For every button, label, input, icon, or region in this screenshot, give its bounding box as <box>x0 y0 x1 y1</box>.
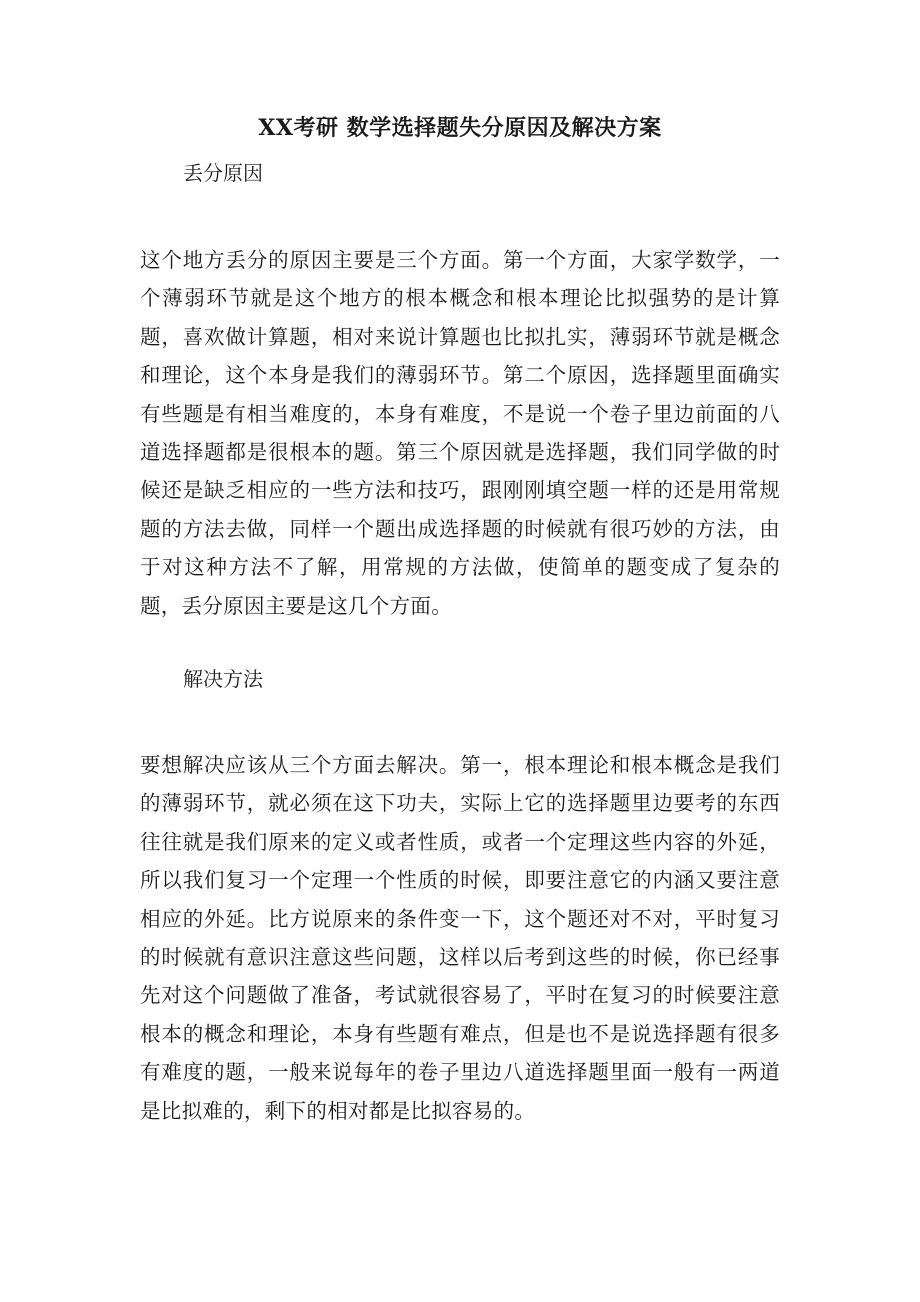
paragraph-loss-reasons: 这个地方丢分的原因主要是三个方面。第一个方面，大家学数学，一个薄弱环节就是这个地方的根本概念和根本理论比拟强势的是计算题，喜欢做计算题，相对来说计算题也比拟扎实，薄弱环节就是概念和理论，这个本身是我们的薄弱环节。第二个原因，选择题里面确实有些题是有相当难度的，本身有难度，不是说一个卷子里边前面的八道选择题都是很根本的题。第三个原因就是选择题，我们同学做的时候还是缺乏相应的一些方法和技巧，跟刚刚填空题一样的还是用常规题的方法去做，同样一个题出成选择题的时候就有很巧妙的方法，由于对这种方法不了解，用常规的方法做，使简单的题变成了复杂的题，丢分原因主要是这几个方面。 <box>140 248 780 618</box>
section-heading-loss-reasons: 丢分原因 <box>183 161 263 185</box>
section-heading-solutions: 解决方法 <box>183 667 263 691</box>
document-title: XX考研 数学选择题失分原因及解决方案 <box>258 115 662 141</box>
paragraph-solutions: 要想解决应该从三个方面去解决。第一，根本理论和根本概念是我们的薄弱环节，就必须在这下功夫，实际上它的选择题里边要考的东西往往就是我们原来的定义或者性质，或者一个定理这些内容的外延，所以我们复习一个定理一个性质的时候，即要注意它的内涵又要注意相应的外延。比方说原来的条件变一下，这个题还对不对，平时复习的时候就有意识注意这些问题，这样以后考到这些的时候，你已经事先对这个问题做了准备，考试就很容易了，平时在复习的时候要注意根本的概念和理论，本身有些题有难点，但是也不是说选择题有很多有难度的题，一般来说每年的卷子里边八道选择题里面一般有一两道是比拟难的，剩下的相对都是比拟容易的。 <box>140 753 780 1123</box>
